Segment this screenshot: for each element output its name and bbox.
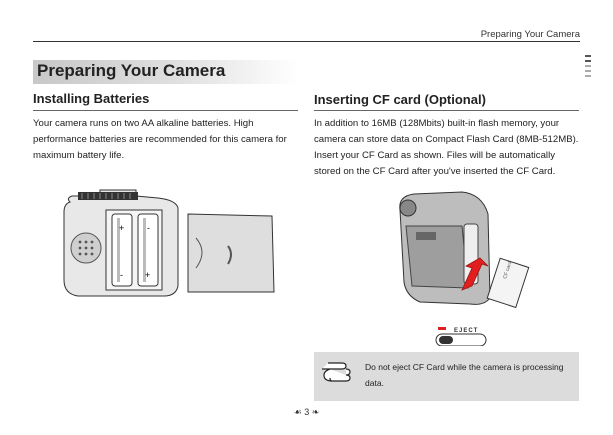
section-marker — [585, 55, 591, 80]
note-text: Do not eject CF Card while the camera is processing data. — [365, 362, 564, 388]
speaker-holes — [79, 241, 94, 256]
eject-switch-knob — [439, 336, 453, 344]
batteries-heading: Installing Batteries — [33, 91, 150, 106]
cf-card-heading: Inserting CF card (Optional) — [314, 92, 486, 107]
page-number-ornament-left: ☙ — [293, 407, 302, 417]
page-number-ornament-right: ❧ — [311, 407, 320, 417]
battery-illustration — [58, 188, 278, 303]
polarity-right-bottom: + — [145, 270, 151, 280]
page-title: Preparing Your Camera — [37, 61, 226, 80]
polarity-left-bottom: - — [120, 270, 123, 280]
eject-red-mark — [438, 327, 446, 330]
side-button — [416, 232, 436, 240]
cf-card-illustration — [392, 186, 542, 346]
cf-card-rule — [314, 110, 579, 111]
cf-card-label: CF card — [502, 260, 514, 280]
pointing-hand-icon — [320, 361, 360, 383]
header-rule — [33, 41, 580, 42]
polarity-left-top: + — [119, 223, 125, 233]
lens-ring — [400, 200, 416, 216]
eject-label: EJECT — [454, 328, 479, 334]
dial-ridge — [78, 192, 138, 200]
cf-card — [487, 258, 529, 307]
cf-card-body: In addition to 16MB (128Mbits) built-in flash memory, your camera can store data on Compact Flash Card (8MB-512MB). Insert your CF Card as shown. Files will be automatically stored on the CF Card after you've inserted the CF Card. — [314, 118, 579, 177]
page-number — [0, 407, 613, 418]
batteries-body: Your camera runs on two AA alkaline batteries. High performance batteries are recommended for this camera for maximum battery life. — [33, 118, 287, 161]
polarity-right-top: - — [147, 223, 150, 233]
camera-side-panel — [406, 226, 468, 288]
batteries-rule — [33, 110, 298, 111]
running-header: Preparing Your Camera — [480, 29, 580, 40]
page-number-value: 3 — [304, 407, 310, 417]
